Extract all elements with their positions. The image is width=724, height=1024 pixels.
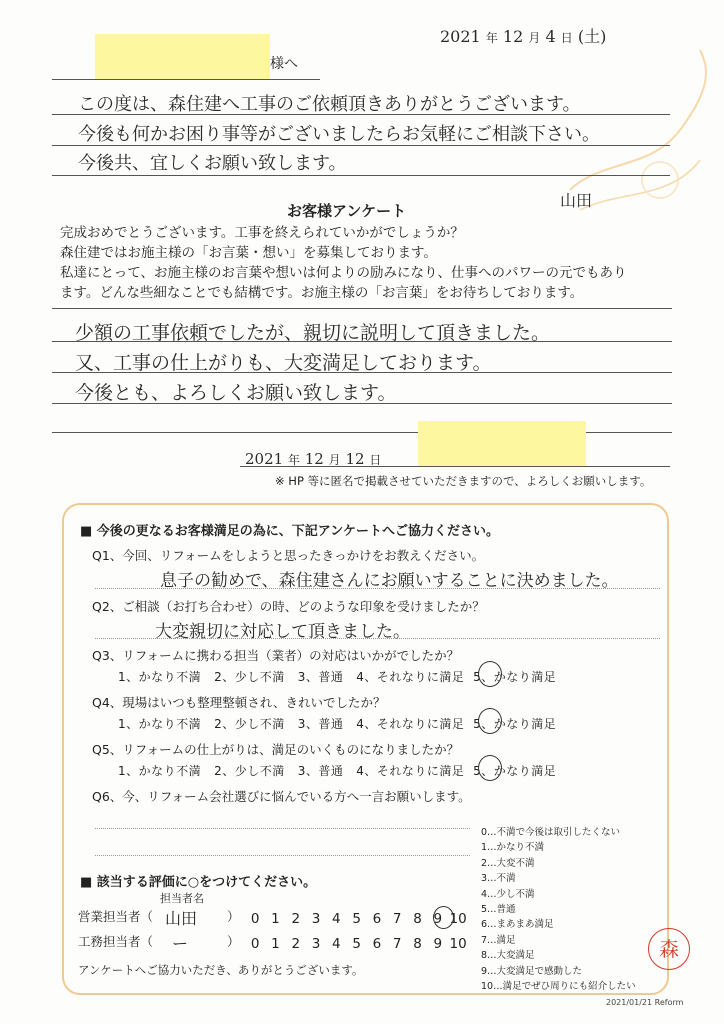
rating-legend: 0…不満で今後は取引したくない 1…かなり不満 2…大変不満 3…不満 4…少し不満 5…普通 6…まあまあ満足 7…満足 8…大変満足 9…大変満足で感動した 10…満足でぜひ周りにも紹介したい <box>481 827 636 993</box>
question-1: Q1、今回、リフォームをしようと思ったきっかけをお教えください。 <box>92 548 485 563</box>
survey-title: お客様アンケート <box>287 202 407 220</box>
approval-stamp: 森 <box>648 928 690 970</box>
works-rating-scale: 0 1 2 3 4 5 6 7 8 9 10 <box>250 936 467 952</box>
publish-notice: ※ HP 等に匿名で掲載させていただきますので、よろしくお願いします。 <box>275 474 652 488</box>
sales-label: 営業担当者（ <box>78 909 154 924</box>
q3-scale: 1、かなり不満 2、少し不満 3、普通 4、それなりに満足 5、かなり満足 <box>118 670 557 684</box>
sales-rating-scale: 0 1 2 3 4 5 6 7 8 9 10 <box>250 911 467 927</box>
works-name: ー <box>172 934 189 953</box>
letter-line-2: 今後も何かお困り事等がございましたらお気軽にご相談下さい。 <box>78 124 600 145</box>
comment-rule-1 <box>52 341 672 342</box>
comment-line-1: 少額の工事依頼でしたが、親切に説明して頂きました。 <box>75 322 551 344</box>
works-close-paren: ） <box>227 934 240 949</box>
sales-name: 山田 <box>165 909 198 928</box>
sales-rating-circle <box>433 906 454 929</box>
question-3: Q3、リフォームに携わる担当（業者）の対応はいかがでしたか？ <box>92 648 460 663</box>
sales-close-paren: ） <box>227 909 240 924</box>
thanks-text: アンケートへご協力いただき、ありがとうございます。 <box>78 963 364 977</box>
reply-underline <box>240 466 670 467</box>
comment-line-3: 今後とも、よろしくお願い致します。 <box>75 382 397 404</box>
recipient-suffix: 様へ <box>270 56 298 72</box>
form-footer: 2021/01/21 Reform <box>606 998 684 1007</box>
recipient-underline <box>52 79 320 80</box>
answer-1-rule <box>95 588 660 589</box>
question-6: Q6、今、リフォーム会社選びに悩んでいる方へ一言お願いします。 <box>92 789 471 804</box>
recipient-name-redaction <box>95 34 270 80</box>
letter-signature: 山田 <box>560 191 593 210</box>
survey-intro-4: ます。どんな些細なことでも結構です。お施主様の「お言葉」をお待ちしております。 <box>60 285 584 301</box>
letter-rule-3 <box>52 175 670 176</box>
question-5: Q5、リフォームの仕上がりは、満足のいくものになりましたか？ <box>92 742 460 757</box>
letter-rule-1 <box>52 114 670 115</box>
letter-rule-2 <box>52 145 670 146</box>
letter-line-3: 今後共、宜しくお願い致します。 <box>78 153 347 174</box>
reply-date: 2021 年 12 月 12 日 <box>245 450 382 468</box>
q6-rule-1 <box>95 828 470 829</box>
survey-intro-1: 完成おめでとうございます。工事を終えられていかがでしょうか？ <box>60 225 464 241</box>
answer-2-rule <box>95 638 660 639</box>
q5-answer-circle <box>478 755 502 781</box>
questionnaire-heading: ■ 今後の更なるお客様満足の為に、下記アンケートへご協力ください。 <box>80 524 500 539</box>
question-2: Q2、ご相談（お打ち合わせ）の時、どのような印象を受けましたか？ <box>92 599 485 614</box>
comment-line-2: 又、工事の仕上がりも、大変満足しております。 <box>75 352 492 374</box>
customer-name-redaction <box>418 421 586 466</box>
staff-name-header: 担当者名 <box>160 892 204 905</box>
survey-intro-3: 私達にとって、お施主様のお言葉や想いは何よりの励みになり、仕事へのパワーの元でもあり <box>60 265 627 281</box>
works-label: 工務担当者（ <box>78 934 154 949</box>
question-4: Q4、現場はいつも整理整頓され、きれいでしたか？ <box>92 695 386 710</box>
q6-rule-2 <box>95 855 470 856</box>
q4-answer-circle <box>478 708 502 734</box>
comment-rule-3 <box>52 403 672 404</box>
rating-heading: ■ 該当する評価に○をつけてください。 <box>80 875 317 890</box>
q4-scale: 1、かなり不満 2、少し不満 3、普通 4、それなりに満足 5、かなり満足 <box>118 717 557 731</box>
answer-2: 大変親切に対応して頂きました。 <box>155 622 410 642</box>
answer-1: 息子の勧めで、森住建さんにお願いすることに決めました。 <box>160 571 619 591</box>
q5-scale: 1、かなり不満 2、少し不満 3、普通 4、それなりに満足 5、かなり満足 <box>118 764 557 778</box>
letter-date: 2021 年 12 月 4 日 (土) <box>440 27 607 46</box>
comment-rule-2 <box>52 372 672 373</box>
comment-rule-top <box>52 308 672 309</box>
survey-intro-2: 森住建ではお施主様の「お言葉・想い」を募集しております。 <box>60 245 437 261</box>
q3-answer-circle <box>478 661 502 687</box>
letter-line-1: この度は、森住建へ工事のご依頼頂きありがとうございます。 <box>78 94 581 115</box>
